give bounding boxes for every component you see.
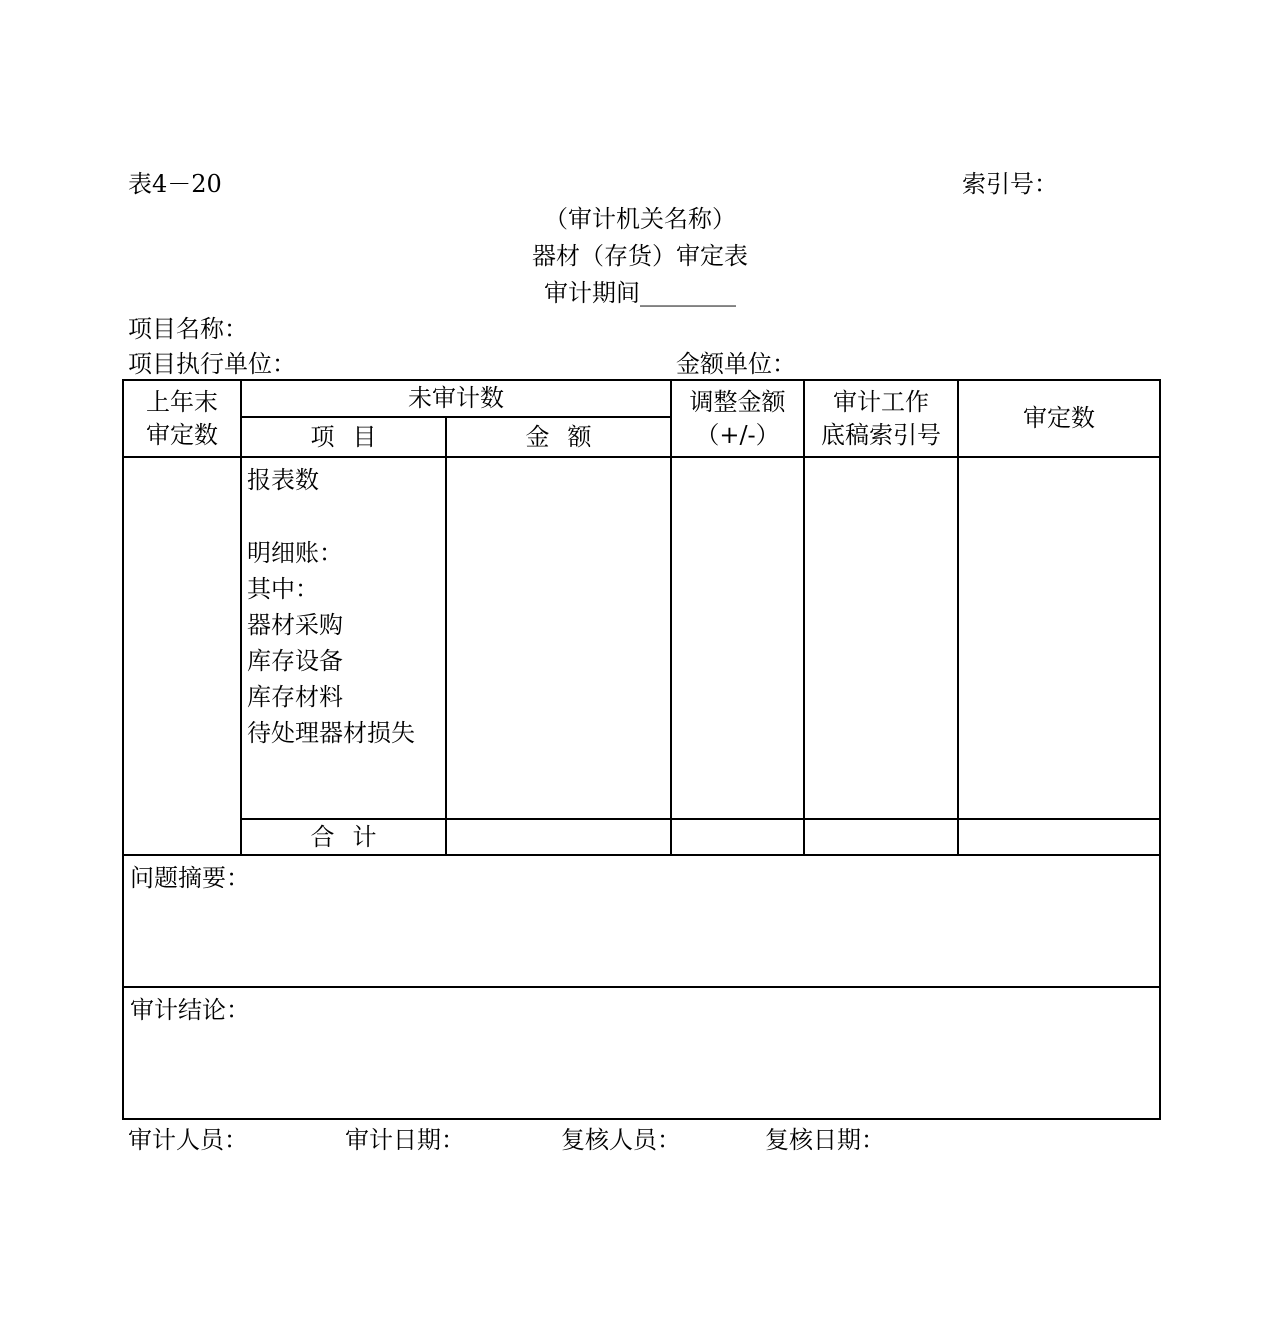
adjustment-cell[interactable]: [671, 457, 804, 819]
auditor-label: 审计人员：: [128, 1126, 248, 1154]
item-report-figure: 报表数: [247, 466, 319, 494]
table-number: 表4－20: [128, 170, 222, 198]
total-row: [123, 819, 1160, 855]
item-pending-loss: 待处理器材损失: [247, 719, 415, 747]
col-item: 项目: [241, 417, 446, 457]
total-amount-cell[interactable]: [446, 819, 671, 855]
item-ledger: 明细账：: [247, 539, 343, 567]
audit-table: [122, 379, 1161, 1120]
total-audited-cell[interactable]: [958, 819, 1160, 855]
amount-unit-label: 金额单位：: [676, 350, 796, 378]
item-equipment-purchase: 器材采购: [247, 611, 343, 639]
audited-cell[interactable]: [958, 457, 1160, 819]
col-adjustment: [671, 380, 804, 457]
workpaper-cell[interactable]: [804, 457, 958, 819]
audit-period: 审计期间________: [544, 279, 736, 307]
issues-summary-label: 问题摘要：: [130, 864, 250, 892]
reviewer-label: 复核人员：: [561, 1126, 681, 1154]
item-of-which: 其中：: [247, 575, 319, 603]
col-workpaper-line2: 底稿索引号: [821, 420, 941, 449]
col-prior-year-end-line1: 上年末: [146, 388, 218, 417]
amount-cell[interactable]: [446, 457, 671, 819]
item-inventory-equipment: 库存设备: [247, 647, 343, 675]
executing-unit-label: 项目执行单位：: [128, 350, 296, 378]
total-workpaper-cell[interactable]: [804, 819, 958, 855]
col-workpaper-line1: 审计工作: [833, 388, 929, 417]
col-amount: 金额: [446, 417, 671, 457]
agency-name: （审计机关名称）: [544, 205, 736, 233]
col-audited: 审定数: [958, 380, 1160, 457]
col-adjustment-line1: 调整金额: [689, 388, 786, 417]
col-prior-year-end: [123, 380, 241, 457]
col-workpaper-index: [804, 380, 958, 457]
audit-conclusion-box[interactable]: [123, 987, 1160, 1119]
page-title: 器材（存货）审定表: [532, 242, 748, 270]
col-prior-year-end-line2: 审定数: [146, 420, 218, 449]
issues-summary-box[interactable]: [123, 855, 1160, 987]
index-label: 索引号：: [962, 170, 1058, 198]
col-adjustment-line2: （+/-）: [695, 420, 780, 449]
review-date-label: 复核日期：: [765, 1126, 885, 1154]
col-unaudited: 未审计数: [241, 380, 671, 417]
items-list: [241, 457, 446, 819]
item-inventory-materials: 库存材料: [247, 683, 343, 711]
audit-date-label: 审计日期：: [345, 1126, 465, 1154]
prior-year-cell: [123, 457, 241, 855]
audit-conclusion-label: 审计结论：: [130, 996, 250, 1024]
total-label: 合计: [241, 819, 446, 855]
table-body-row: [123, 457, 1160, 819]
project-name-label: 项目名称：: [128, 315, 248, 343]
blank-line: [247, 498, 445, 535]
total-adjustment-cell[interactable]: [671, 819, 804, 855]
